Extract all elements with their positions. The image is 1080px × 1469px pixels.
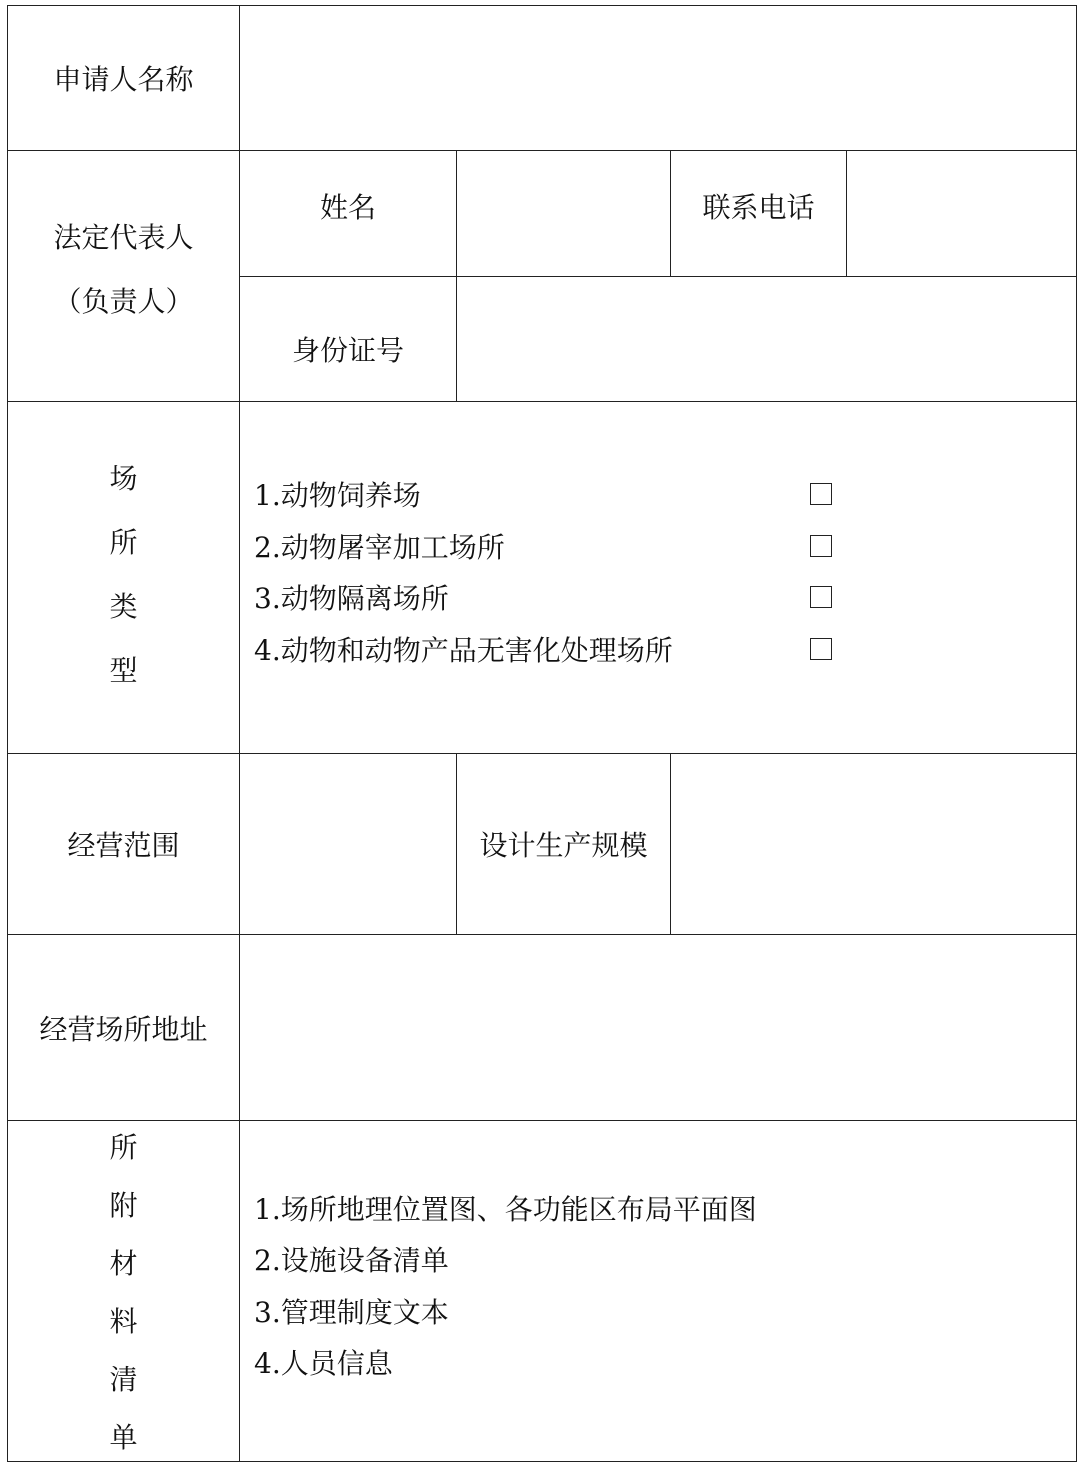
name-label: 姓名 (319, 190, 376, 224)
business-scope-label-cell (7, 753, 240, 935)
legal-rep-label-cell (7, 150, 240, 402)
checkbox[interactable] (810, 586, 832, 608)
design-scale-label: 设计生产规模 (479, 829, 648, 862)
applicant-name-label-cell (7, 5, 240, 151)
attachments-label-char: 清 (109, 1363, 138, 1396)
site-type-options (239, 401, 1077, 754)
site-type-option[interactable] (254, 520, 832, 572)
site-type-option[interactable] (254, 623, 832, 675)
attachments-label-cell (7, 1120, 240, 1462)
attachment-item: 4.人员信息 (254, 1347, 393, 1381)
option-label: 1.动物饲养场 (254, 479, 421, 513)
attachments-label-char: 材 (109, 1247, 138, 1280)
site-type-label-char: 场 (109, 461, 138, 495)
address-field[interactable] (239, 934, 1077, 1121)
site-type-label-cell (7, 401, 240, 754)
applicant-name-field[interactable] (239, 5, 1077, 151)
checkbox[interactable] (810, 535, 832, 557)
phone-label: 联系电话 (702, 190, 815, 224)
attachments-label-char: 单 (109, 1421, 138, 1454)
site-type-label-char: 所 (109, 525, 138, 559)
attachments-list (239, 1120, 1077, 1462)
design-scale-field[interactable] (670, 753, 1077, 935)
phone-field[interactable] (846, 150, 1077, 277)
attachment-item: 3.管理制度文本 (254, 1295, 449, 1329)
legal-rep-label: 法定代表人 (53, 221, 194, 254)
attachments-label-char: 附 (109, 1189, 138, 1222)
business-scope-field[interactable] (239, 753, 457, 935)
name-label-cell (239, 150, 457, 277)
name-field[interactable] (456, 150, 671, 277)
address-label-cell (7, 934, 240, 1121)
attachments-label-char: 所 (109, 1131, 138, 1164)
site-type-label-char: 型 (109, 653, 138, 687)
id-field[interactable] (456, 276, 1077, 402)
checkbox[interactable] (810, 638, 832, 660)
checkbox[interactable] (810, 483, 832, 505)
site-type-option[interactable] (254, 572, 832, 624)
site-type-label-char: 类 (109, 589, 138, 623)
id-label-cell (239, 276, 457, 402)
address-label: 经营场所地址 (39, 1012, 208, 1046)
attachment-item: 1.场所地理位置图、各功能区布局平面图 (254, 1192, 757, 1226)
applicant-name-label: 申请人名称 (53, 63, 194, 96)
id-label: 身份证号 (291, 334, 404, 367)
option-label: 3.动物隔离场所 (254, 582, 449, 616)
attachments-label-char: 料 (109, 1305, 138, 1338)
legal-rep-sublabel: （负责人） (53, 285, 194, 318)
option-label: 2.动物屠宰加工场所 (254, 530, 505, 564)
business-scope-label: 经营范围 (67, 829, 180, 862)
phone-label-cell (670, 150, 847, 277)
design-scale-label-cell (456, 753, 671, 935)
site-type-option[interactable] (254, 469, 832, 521)
attachment-item: 2.设施设备清单 (254, 1244, 449, 1278)
option-label: 4.动物和动物产品无害化处理场所 (254, 633, 673, 667)
